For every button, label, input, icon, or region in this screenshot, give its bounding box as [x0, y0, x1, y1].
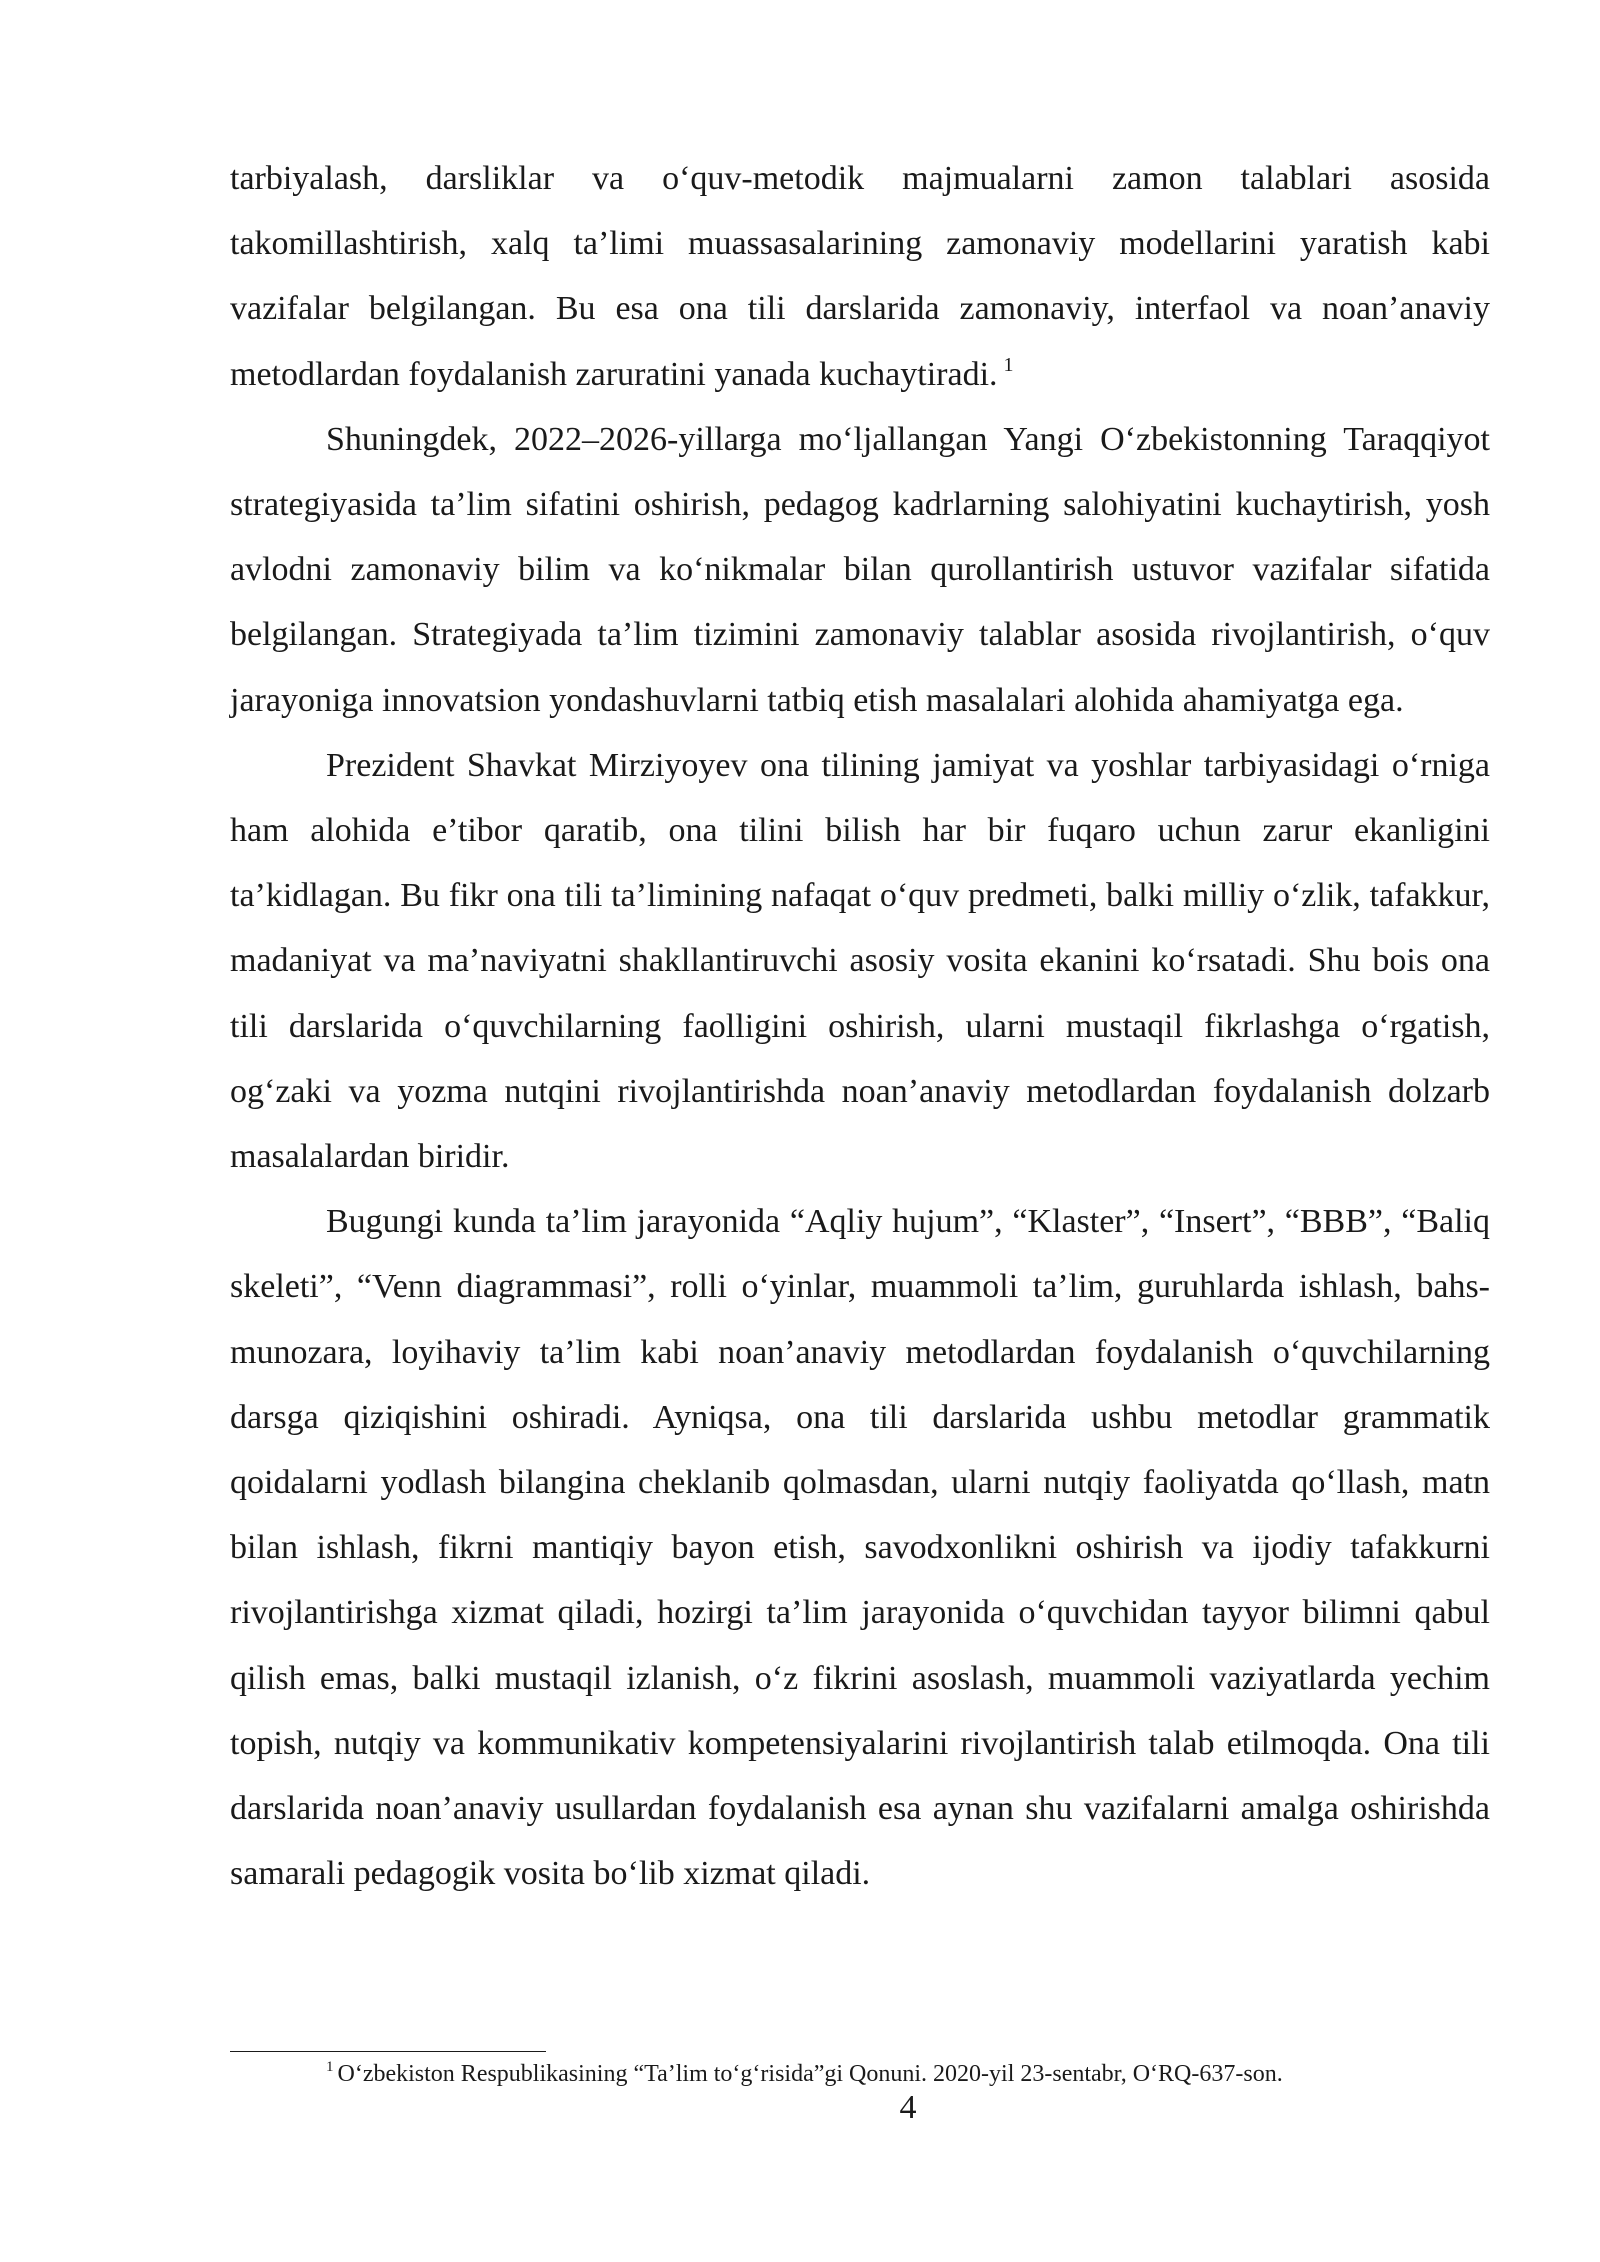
page-number: 4 [899, 2089, 917, 2126]
footnote-text: O‘zbekiston Respublikasining “Ta’lim to‘g‘risida”gi Qonuni. 2020-yil 23-sentabr, O‘RQ-637-son. [337, 2061, 1283, 2087]
paragraph-1 [230, 146, 1490, 407]
paragraph-4: Bugungi kunda ta’lim jarayonida “Aqliy hujum”, “Klaster”, “Insert”, “BBB”, “Baliq skeleti”, “Venn diagrammasi”, rolli o‘yinlar, muammoli ta’lim, guruhlarda ishlash, bahs-munozara, loyihaviy ta’lim kabi noan’anaviy metodlardan foydalanish o‘quvchilarning darsga qiziqishini oshiradi. Ayniqsa, ona tili darslarida ushbu metodlar grammatik qoidalarni yodlash bilangina cheklanib qolmasdan, ularni nutqiy faoliyatda qo‘llash, matn bilan ishlash, fikrni mantiqiy bayon etish, savodxonlikni oshirish va ijodiy tafakkurni rivojlantirishga xizmat qiladi, hozirgi ta’lim jarayonida o‘quvchidan tayyor bilimni qabul qilish emas, balki mustaqil izlanish, o‘z fikrini asoslash, muammoli vaziyatlarda yechim topish, nutqiy va kommunikativ kompetensiyalarini rivojlantirish talab etilmoqda. Ona tili darslarida noan’anaviy usullardan foydalanish esa aynan shu vazifalarni amalga oshirishda samarali pedagogik vosita bo‘lib xizmat qiladi. [230, 1203, 1490, 1893]
footnote-reference[interactable]: 1 [1003, 353, 1014, 376]
paragraph-2: Shuningdek, 2022–2026-yillarga mo‘ljallangan Yangi O‘zbekistonning Taraqqiyot strategiyasida ta’lim sifatini oshirish, pedagog kadrlarning salohiyatini kuchaytirish, yosh avlodni zamonaviy bilim va ko‘nikmalar bilan qurollantirish ustuvor vazifalar sifatida belgilangan. Strategiyada ta’lim tizimini zamonaviy talablar asosida rivojlantirish, o‘quv jarayoniga innovatsion yondashuvlarni tatbiq etish masalalari alohida ahamiyatga ega. [230, 420, 1490, 719]
paragraph-3: Prezident Shavkat Mirziyoyev ona tilining jamiyat va yoshlar tarbiyasidagi o‘rniga ham alohida e’tibor qaratib, ona tilini bilish har bir fuqaro uchun zarur ekanligini ta’kidlagan. Bu fikr ona tili ta’limining nafaqat o‘quv predmeti, balki milliy o‘zlik, tafakkur, madaniyat va ma’naviyatni shakllantiruvchi asosiy vosita ekanini ko‘rsatadi. Shu bois ona tili darslarida o‘quvchilarning faolligini oshirish, ularni mustaqil fikrlashga o‘rgatish, og‘zaki va yozma nutqini rivojlantirishda noan’anaviy metodlardan foydalanish dolzarb masalalardan biridir. [230, 746, 1490, 1176]
footnote [326, 2058, 1526, 2090]
footnote-separator [230, 2051, 546, 2052]
body-text [230, 146, 1490, 1906]
paragraph-1-text: tarbiyalash, darsliklar va o‘quv-metodik majmualarni zamon talablari asosida takomillashtirish, xalq ta’limi muassasalarining zamonaviy modellarini yaratish kabi vazifalar belgilangan. Bu esa ona tili darslarida zamonaviy, interfaol va noan’anaviy metodlardan foydalanish zaruratini yanada kuchaytiradi. [230, 160, 1490, 393]
footnote-marker: 1 [326, 2059, 334, 2075]
